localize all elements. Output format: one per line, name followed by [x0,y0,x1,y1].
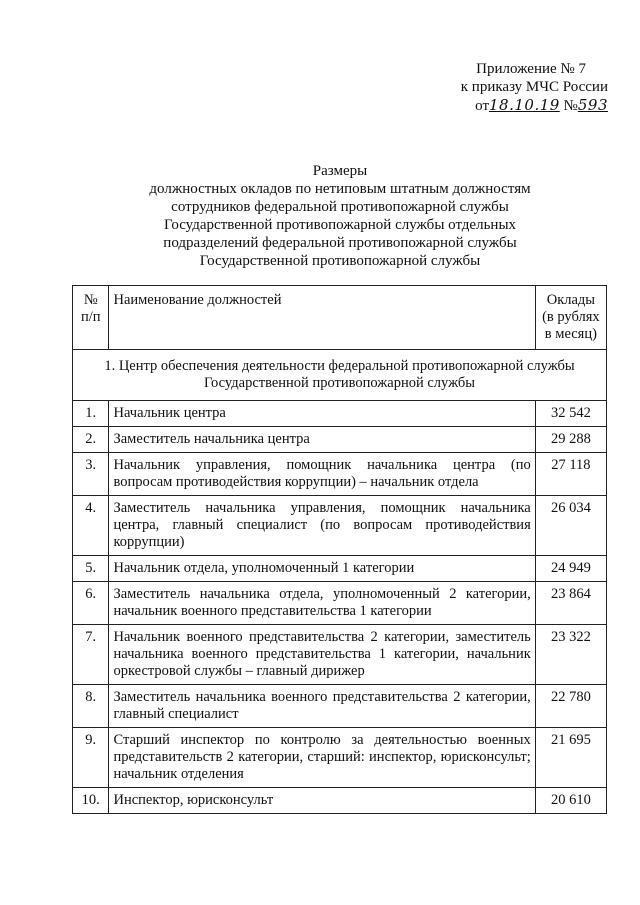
row-position: Заместитель начальника военного представительства 2 категории, главный специалист [109,685,535,728]
header-salary: Оклады (в рублях в месяц) [535,286,606,350]
row-salary: 27 118 [535,453,606,496]
row-num: 7. [73,625,109,685]
row-position: Начальник управления, помощник начальника центра (по вопросам противодействия коррупции) – начальник отдела [109,453,535,496]
table-row [73,427,607,453]
row-num: 1. [73,401,109,427]
table-row [73,685,607,728]
row-position: Заместитель начальника центра [109,427,535,453]
row-position: Заместитель начальника отдела, уполномоченный 2 категории, начальник военного представительства 1 категории [109,582,535,625]
table-row [73,625,607,685]
row-position: Старший инспектор по контролю за деятельностью военных представительств 2 категории, старший: инспектор, юрисконсульт; начальник отделения [109,728,535,788]
table-row [73,401,607,427]
row-salary: 29 288 [535,427,606,453]
row-position: Начальник отдела, уполномоченный 1 категории [109,556,535,582]
row-salary: 32 542 [535,401,606,427]
order-date: 18.10.19 [489,96,560,114]
table-header-row [73,286,607,350]
salary-table [72,285,607,814]
title-line: Государственной противопожарной службы отдельных [163,217,517,233]
order-reference: к приказу МЧС России [460,79,608,95]
row-salary: 22 780 [535,685,606,728]
section-title: 1. Центр обеспечения деятельности федеральной противопожарной службы Государственной противопожарной службы [73,350,607,401]
row-num: 10. [73,788,109,814]
order-date-line [418,96,608,115]
number-prefix: № [563,98,578,114]
header-num: № п/п [73,286,109,350]
table-row [73,728,607,788]
row-salary: 23 322 [535,625,606,685]
appendix-number: Приложение № 7 [476,61,586,77]
row-num: 5. [73,556,109,582]
row-num: 6. [73,582,109,625]
row-salary: 23 864 [535,582,606,625]
row-position: Инспектор, юрисконсульт [109,788,535,814]
row-num: 9. [73,728,109,788]
table-row [73,556,607,582]
order-number: 593 [577,96,608,114]
table-row [73,453,607,496]
title-line: должностных окладов по нетиповым штатным должностям [149,181,531,197]
row-position: Заместитель начальника управления, помощник начальника центра, главный специалист (по вопросам противодействия коррупции) [109,496,535,556]
row-num: 3. [73,453,109,496]
title-line: Государственной противопожарной службы [199,253,481,269]
row-salary: 20 610 [535,788,606,814]
row-position: Начальник центра [109,401,535,427]
document-title [100,162,580,270]
title-line: сотрудников федеральной противопожарной службы [171,199,509,215]
appendix-header [418,60,608,115]
row-num: 2. [73,427,109,453]
table-row [73,788,607,814]
table-row [73,582,607,625]
row-num: 8. [73,685,109,728]
date-prefix: от [475,98,489,114]
row-salary: 21 695 [535,728,606,788]
title-line: Размеры [312,163,368,179]
row-num: 4. [73,496,109,556]
title-line: подразделений федеральной противопожарной службы [163,235,517,251]
section-row [73,350,607,401]
row-position: Начальник военного представительства 2 категории, заместитель начальника военного представительства 1 категории, начальник оркестровой службы – главный дирижер [109,625,535,685]
row-salary: 24 949 [535,556,606,582]
row-salary: 26 034 [535,496,606,556]
header-position: Наименование должностей [109,286,535,350]
table-row [73,496,607,556]
